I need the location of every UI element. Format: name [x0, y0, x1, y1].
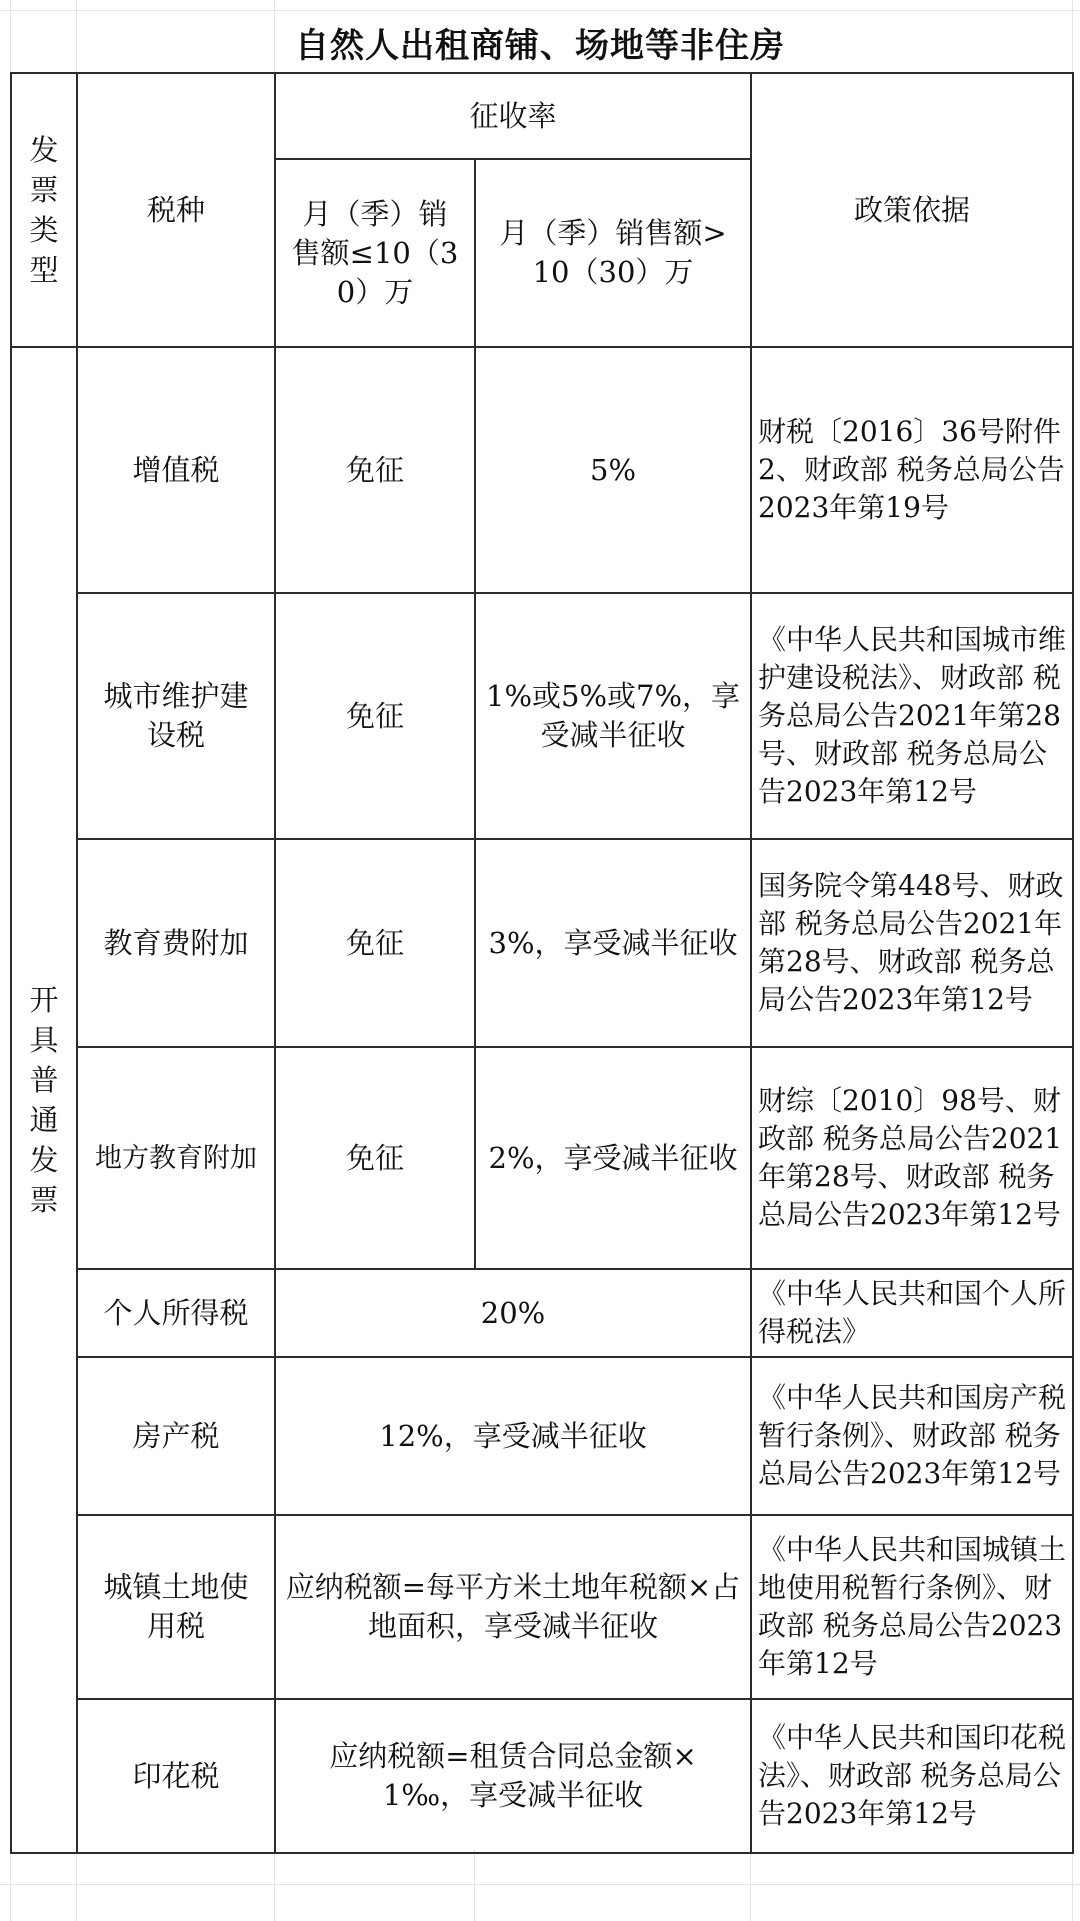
rate-header: 征收率 [275, 73, 751, 159]
policy-cell: 《中华人民共和国印花税法》、财政部 税务总局公告2023年第12号 [751, 1699, 1073, 1853]
header-row [11, 73, 1073, 159]
rate-low-cell: 免征 [275, 839, 475, 1047]
policy-header: 政策依据 [751, 73, 1073, 347]
table-row [11, 1515, 1073, 1699]
policy-cell: 《中华人民共和国城镇土地使用税暂行条例》、财政部 税务总局公告2023年第12号 [751, 1515, 1073, 1699]
table-row [11, 839, 1073, 1047]
rate-low-cell: 免征 [275, 593, 475, 839]
rate-low-cell: 免征 [275, 1047, 475, 1269]
tax-type-cell: 教育费附加 [77, 839, 275, 1047]
policy-cell: 《中华人民共和国城市维护建设税法》、财政部 税务总局公告2021年第28号、财政部 税务总局公告2023年第12号 [751, 593, 1073, 839]
tax-type-cell: 个人所得税 [77, 1269, 275, 1357]
rate-low-header: 月（季）销售额≤10（30）万 [275, 159, 475, 347]
policy-cell: 国务院令第448号、财政部 税务总局公告2021年第28号、财政部 税务总局公告2023年第12号 [751, 839, 1073, 1047]
rate-cell: 应纳税额=每平方米土地年税额×占地面积，享受减半征收 [275, 1515, 751, 1699]
table-row [11, 1047, 1073, 1269]
table-row [11, 347, 1073, 593]
tax-type-cell: 房产税 [77, 1357, 275, 1515]
table-row [11, 1269, 1073, 1357]
sheet-gridline [274, 1850, 275, 1921]
invoice-type-cell: 开具普通发票 [11, 347, 77, 1853]
rate-high-cell: 3%，享受减半征收 [475, 839, 751, 1047]
rate-cell: 20% [275, 1269, 751, 1357]
invoice-type-header: 发票类型 [11, 73, 77, 347]
table-row [11, 593, 1073, 839]
tax-type-header: 税种 [77, 73, 275, 347]
document-title: 自然人出租商铺、场地等非住房 [295, 25, 785, 66]
rate-cell: 应纳税额=租赁合同总金额×1‰，享受减半征收 [275, 1699, 751, 1853]
sheet-gridline [0, 10, 1080, 11]
rate-high-header: 月（季）销售额>10（30）万 [475, 159, 751, 347]
table-row [11, 1699, 1073, 1853]
tax-table [10, 72, 1074, 1854]
table-row [11, 1357, 1073, 1515]
tax-type-cell: 城市维护建设税 [77, 593, 275, 839]
policy-cell: 财综〔2010〕98号、财政部 税务总局公告2021年第28号、财政部 税务总局公告2023年第12号 [751, 1047, 1073, 1269]
tax-type-cell: 印花税 [77, 1699, 275, 1853]
rate-cell: 12%，享受减半征收 [275, 1357, 751, 1515]
tax-type-cell: 城镇土地使用税 [77, 1515, 275, 1699]
rate-high-cell: 1%或5%或7%，享受减半征收 [475, 593, 751, 839]
policy-cell: 《中华人民共和国个人所得税法》 [751, 1269, 1073, 1357]
sheet-gridline [0, 1884, 1080, 1885]
policy-cell: 《中华人民共和国房产税暂行条例》、财政部 税务总局公告2023年第12号 [751, 1357, 1073, 1515]
tax-type-cell: 增值税 [77, 347, 275, 593]
sheet-gridline [474, 1850, 475, 1921]
rate-low-cell: 免征 [275, 347, 475, 593]
tax-type-cell: 地方教育附加 [77, 1047, 275, 1269]
rate-high-cell: 5% [475, 347, 751, 593]
rate-high-cell: 2%，享受减半征收 [475, 1047, 751, 1269]
sheet-gridline [750, 1850, 751, 1921]
sheet-gridline [76, 1850, 77, 1921]
policy-cell: 财税〔2016〕36号附件2、财政部 税务总局公告2023年第19号 [751, 347, 1073, 593]
